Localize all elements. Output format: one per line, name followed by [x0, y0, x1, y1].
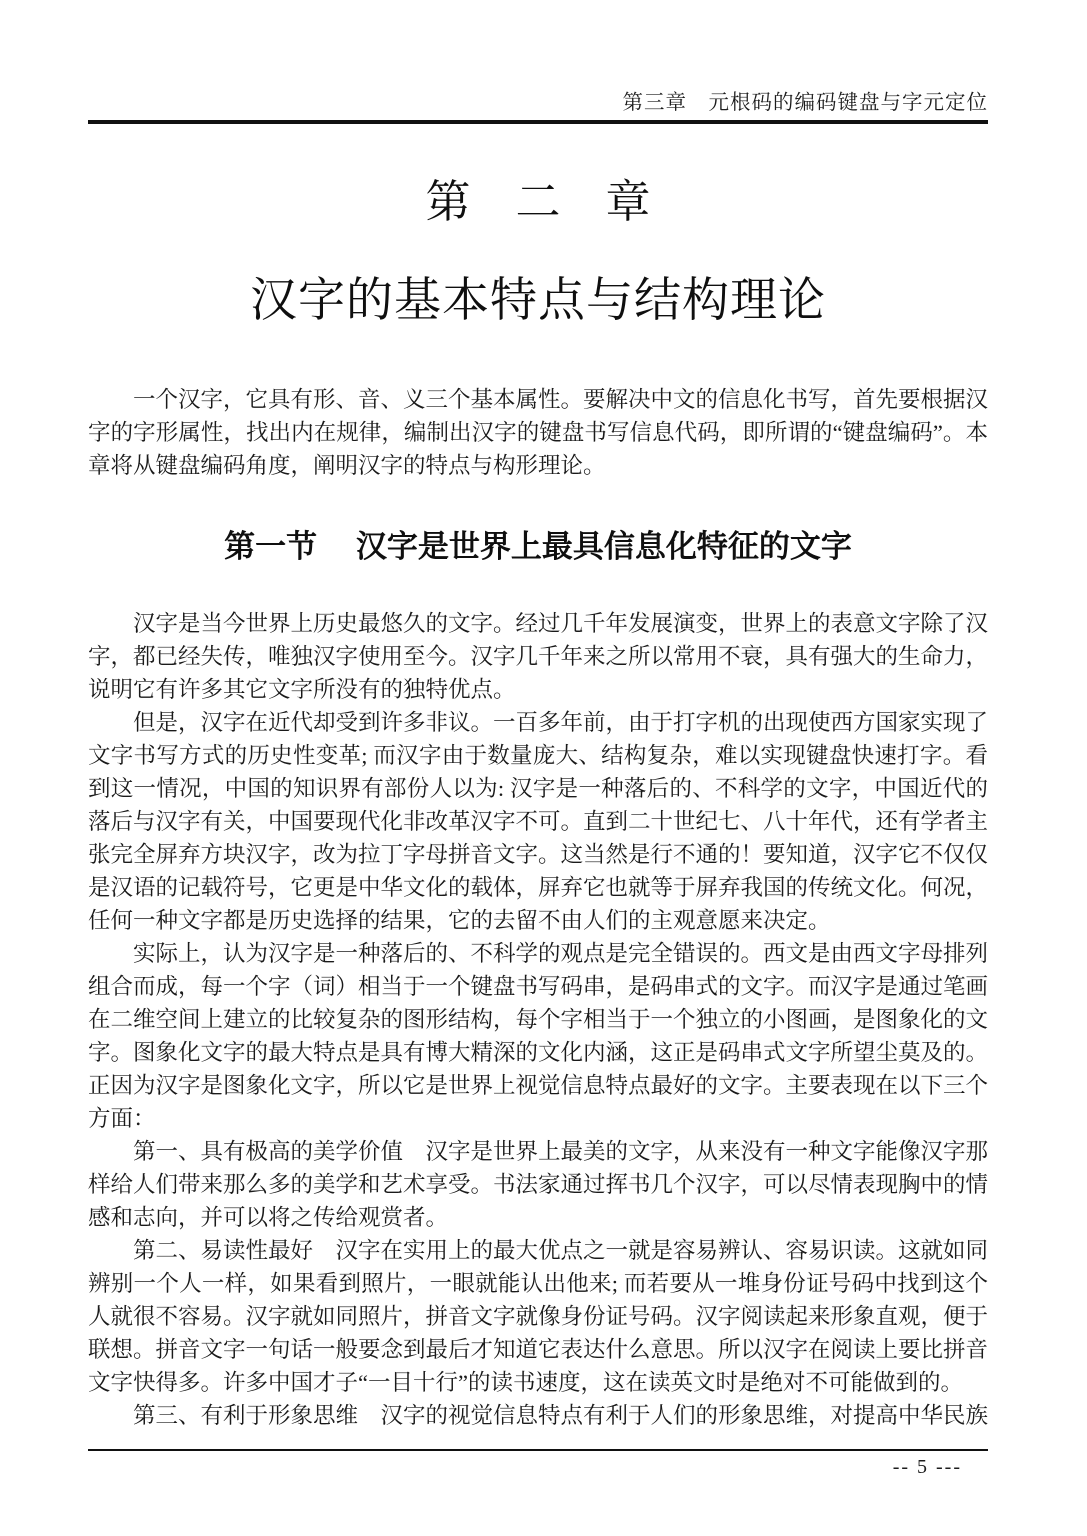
- footer-rule: [88, 1449, 988, 1451]
- page-footer: [88, 1449, 988, 1479]
- body-paragraph: 但是，汉字在近代却受到许多非议。一百多年前，由于打字机的出现使西方国家实现了文字书写方式的历史性变革; 而汉字由于数量庞大、结构复杂，难以实现键盘快速打字。看到这一情况，中国的知识界有部份人以为: 汉字是一种落后的、不科学的文字，中国近代的落后与汉字有关，中国要现代化非改革汉字不可。直到二十世纪七、八十年代，还有学者主张完全屏弃方块汉字，改为拉丁字母拼音文字。这当然是行不通的！要知道，汉字它不仅仅是汉语的记载符号，它更是中华文化的载体，屏弃它也就等于屏弃我国的传统文化。何况，任何一种文字都是历史选择的结果，它的去留不由人们的主观意愿来决定。: [88, 709, 989, 933]
- page-number: -- 5 ---: [892, 1456, 962, 1478]
- chapter-title: 汉字的基本特点与结构理论: [250, 273, 826, 326]
- body-paragraph: 第三、有利于形象思维 汉字的视觉信息特点有利于人们的形象思维，对提高中华民族: [133, 1402, 989, 1428]
- chapter-number: 第 二 章: [425, 176, 651, 227]
- intro-paragraph: 一个汉字，它具有形、音、义三个基本属性。要解决中文的信息化书写，首先要根据汉字的字形属性，找出内在规律，编制出汉字的键盘书写信息代码，即所谓的“键盘编码”。本章将从键盘编码角度，阐明汉字的特点与构形理论。: [88, 387, 989, 478]
- section-heading: 第一节 汉字是世界上最具信息化特征的文字: [224, 529, 852, 564]
- page-content: [88, 0, 988, 1432]
- body-paragraph: 第一、具有极高的美学价值 汉字是世界上最美的文字，从来没有一种文字能像汉字那样给人们带来那么多的美学和艺术享受。书法家通过挥书几个汉字，可以尽情表现胸中的情感和志向，并可以将之传给观赏者。: [88, 1138, 989, 1230]
- body-paragraph: 汉字是当今世界上历史最悠久的文字。经过几千年发展演变，世界上的表意文字除了汉字，都已经失传，唯独汉字使用至今。汉字几千年来之所以常用不衰，具有强大的生命力，说明它有许多其它文字所没有的独特优点。: [88, 610, 989, 702]
- body-paragraph: 第二、易读性最好 汉字在实用上的最大优点之一就是容易辨认、容易识读。这就如同辨别一个人一样，如果看到照片，一眼就能认出他来; 而若要从一堆身份证号码中找到这个人就很不容易。汉字就如同照片，拼音文字就像身份证号码。汉字阅读起来形象直观，便于联想。拼音文字一句话一般要念到最后才知道它表达什么意思。所以汉字在阅读上要比拼音文字快得多。许多中国才子“一目十行”的读书速度，这在读英文时是绝对不可能做到的。: [88, 1237, 989, 1395]
- body-paragraph: 实际上，认为汉字是一种落后的、不科学的观点是完全错误的。西文是由西文字母排列组合而成，每一个字（词）相当于一个键盘书写码串，是码串式的文字。而汉字是通过笔画在二维空间上建立的比较复杂的图形结构，每个字相当于一个独立的小图画，是图象化的文字。图象化文字的最大特点是具有博大精深的文化内涵，这正是码串式文字所望尘莫及的。正因为汉字是图象化文字，所以它是世界上视觉信息特点最好的文字。主要表现在以下三个方面：: [88, 940, 989, 1131]
- header-rule: [88, 120, 988, 124]
- running-header-title: 第三章 元根码的编码键盘与字元定位: [622, 92, 988, 114]
